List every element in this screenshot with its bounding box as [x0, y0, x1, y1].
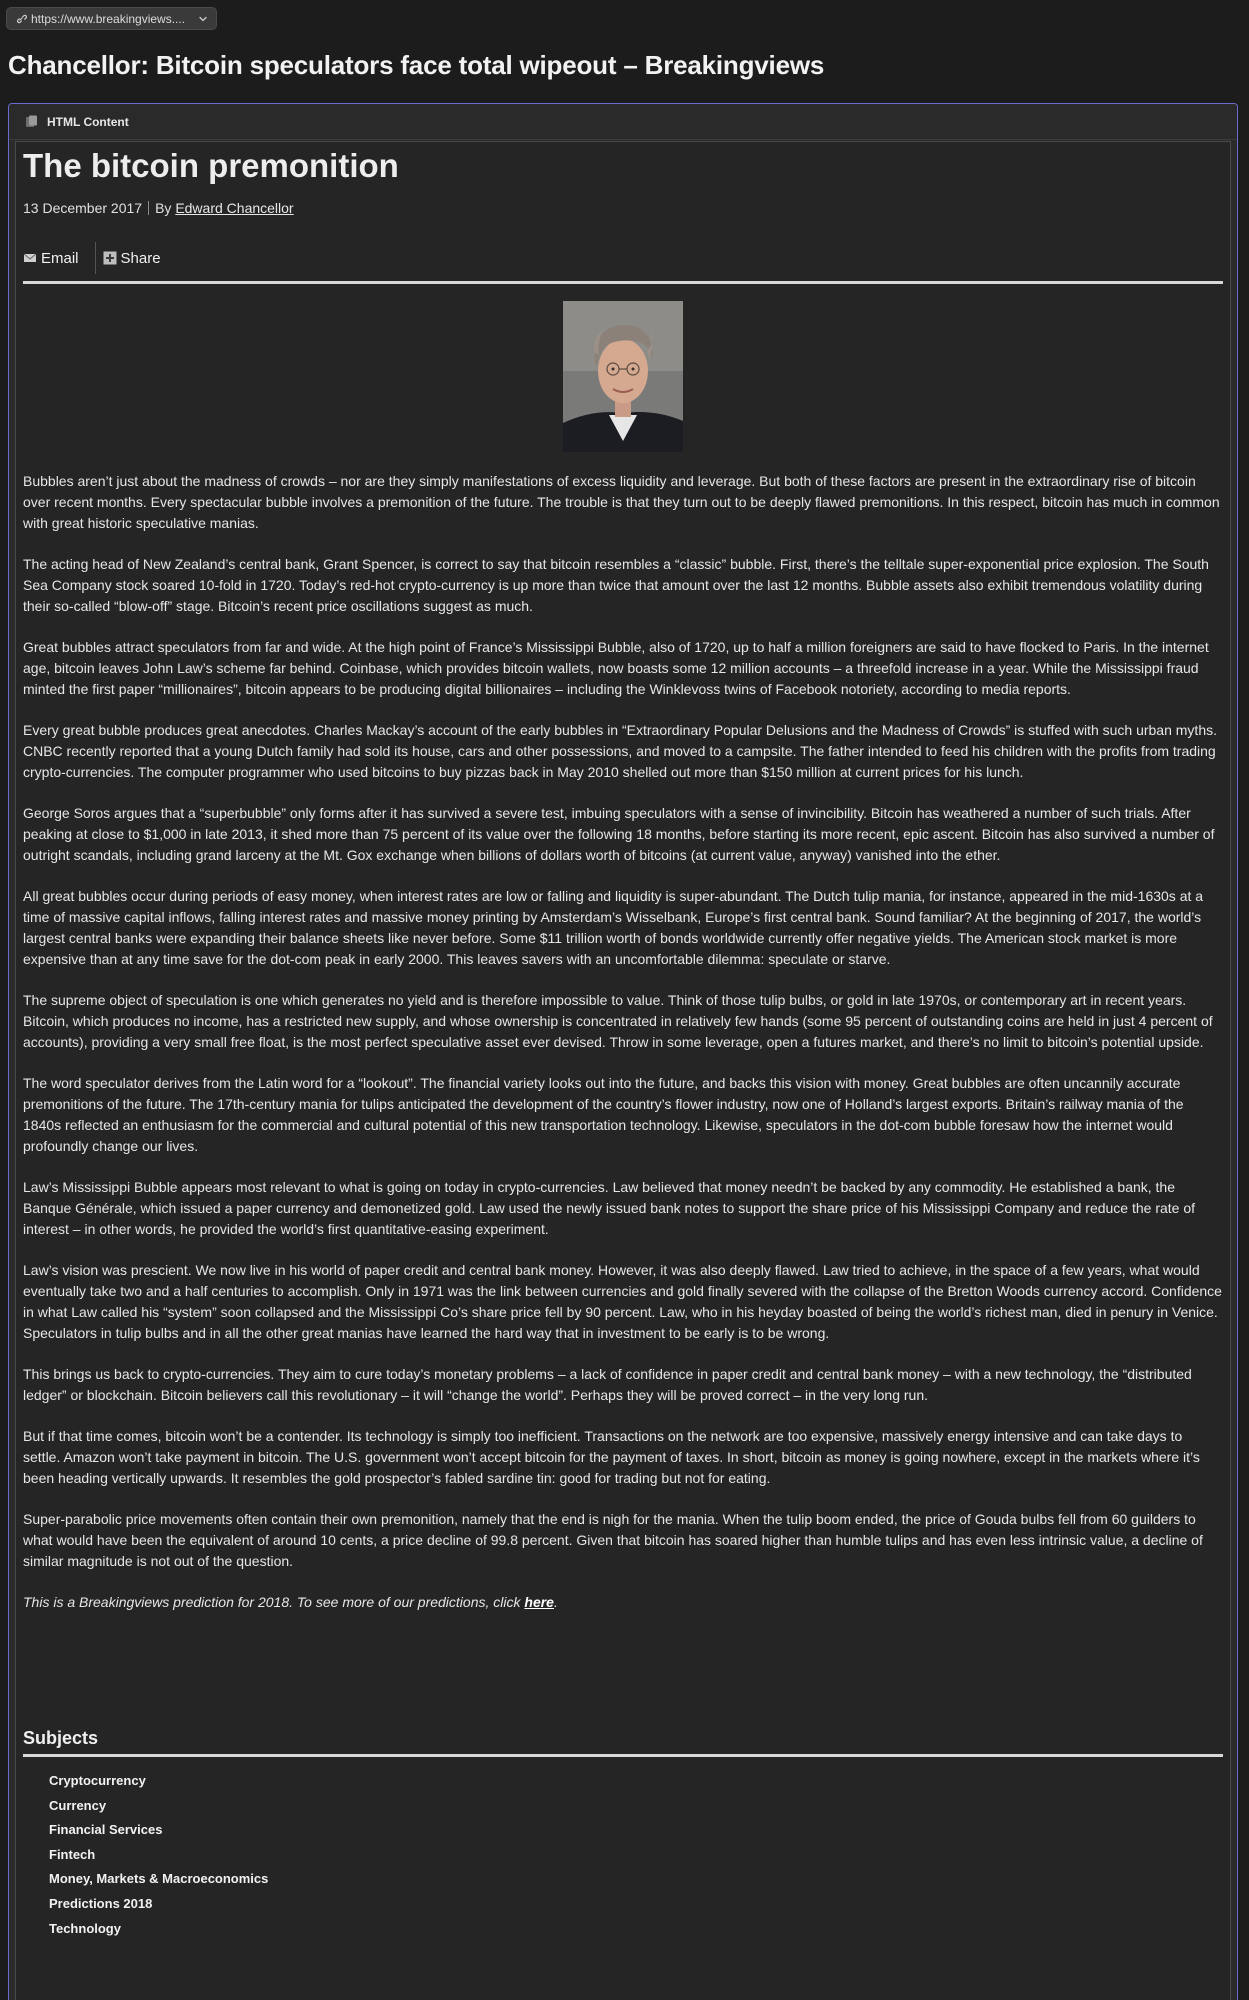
envelope-icon	[23, 251, 37, 265]
subject-link[interactable]: Predictions 2018	[49, 1895, 153, 1911]
share-plus-icon	[103, 251, 117, 265]
article-body	[23, 471, 1223, 1613]
subject-link[interactable]: Financial Services	[49, 1822, 163, 1838]
subjects-divider	[23, 1754, 1223, 1757]
article-headline: The bitcoin premonition	[23, 147, 399, 184]
article-paragraph: Bubbles aren’t just about the madness of crowds – nor are they simply manifestations of excess liquidity and leverage. But both of these factors are present in the extraordinary rise of bitcoin over recent months. Every spectacular bubble involves a premonition of the future. The trouble is that they turn out to be deeply flawed premonitions. In this respect, bitcoin has much in common with great historic speculative manias.	[23, 473, 1220, 531]
panel-header	[9, 104, 1237, 140]
html-content-icon	[25, 115, 38, 128]
article-paragraph: Every great bubble produces great anecdotes. Charles Mackay’s account of the early bubbles in “Extraordinary Popular Delusions and the Madness of Crowds” is stuffed with such urban myths. CNBC recently reported that a young Dutch family had sold its house, cars and other possessions, and moved to a campsite. The father intended to feed his children with the profits from trading crypto-currencies. The computer programmer who used bitcoins to buy pizzas back in May 2010 shelled out more than $150 million at current prices for his lunch.	[23, 722, 1217, 780]
share-label: Share	[120, 249, 161, 267]
link-icon	[15, 13, 27, 25]
byline	[23, 200, 1223, 216]
author-link[interactable]: Edward Chancellor	[175, 200, 294, 216]
subject-link[interactable]: Money, Markets & Macroeconomics	[49, 1871, 269, 1887]
footnote-text: This is a Breakingviews prediction for 2018. To see more of our predictions, click	[23, 1594, 525, 1610]
author-photo	[563, 301, 683, 452]
article-paragraph: George Soros argues that a “superbubble” only forms after it has survived a severe test, imbuing speculators with a sense of invincibility. Bitcoin has weathered a number of such trials. After peaking at close to $1,000 in late 2013, it shed more than 75 percent of its value over the following 18 months, before starting its more recent, epic ascent. Bitcoin has also survived a number of outright scandals, including grand larceny at the Mt. Gox exchange when billions of dollars worth of bitcoins (at current value, anyway) vanished into the ether.	[23, 805, 1215, 863]
page-title: Chancellor: Bitcoin speculators face total wipeout – Breakingviews	[8, 50, 825, 80]
article-date: 13 December 2017	[23, 200, 143, 216]
article-paragraph: All great bubbles occur during periods of easy money, when interest rates are low or falling and liquidity is super-abundant. The Dutch tulip mania, for instance, appeared in the mid-1630s at a time of massive capital inflows, falling interest rates and massive money printing by Amsterdam’s Wisselbank, Europe’s first central bank. Sound familiar? At the beginning of 2017, the world’s largest central banks were expanding their balance sheets like never before. Some $11 trillion worth of bonds worldwide currently offer negative yields. The American stock market is more expensive than at any time save for the dot-com peak in early 2000. This leaves savers with an uncomfortable dilemma: speculate or starve.	[23, 888, 1204, 967]
subjects-list	[23, 1769, 1223, 1941]
subject-link[interactable]: Fintech	[49, 1846, 96, 1862]
article-content	[15, 141, 1231, 2000]
url-text: https://www.breakingviews....	[31, 11, 186, 26]
article-paragraph: This brings us back to crypto-currencies. They aim to cure today’s monetary problems – a lack of confidence in paper credit and central bank money – with a new technology, the “distributed ledger” or blockchain. Bitcoin believers call this revolutionary – it will “change the world”. Perhaps they will be proved correct – in the very long run.	[23, 1366, 1192, 1403]
subject-link[interactable]: Cryptocurrency	[49, 1773, 146, 1788]
email-button[interactable]	[23, 250, 79, 267]
chevron-down-icon[interactable]	[198, 14, 208, 24]
footnote-end: .	[553, 1594, 558, 1610]
prediction-footnote	[23, 1592, 1223, 1613]
article-paragraph: Law’s Mississippi Bubble appears most relevant to what is going on today in crypto-currencies. Law believed that money needn’t be backed by any commodity. He established a bank, the Banque Générale, which issued a paper currency and demonetized gold. Law used the newly issued bank notes to support the share price of his Mississippi Company and reduce the rate of interest – in other words, he provided the world’s first quantitative-easing experiment.	[23, 1179, 1196, 1237]
panel-label: HTML Content	[47, 114, 129, 129]
html-content-panel	[8, 103, 1238, 2000]
article-paragraph: But if that time comes, bitcoin won’t be a contender. Its technology is simply too inefficient. Transactions on the network are too expensive, massively energy intensive and can take days to settle. Amazon won’t take payment in bitcoin. The U.S. government won’t accept bitcoin for the payment of taxes. In short, bitcoin as money is going nowhere, except in the markets where it’s been heading vertically upwards. It resembles the gold prospector’s fabled sardine tin: good for trading but not for eating.	[23, 1428, 1200, 1486]
article-paragraph: The word speculator derives from the Latin word for a “lookout”. The financial variety looks out into the future, and backs this vision with money. Great bubbles are often uncannily accurate premonitions of the future. The 17th-century mania for tulips anticipated the development of the country’s flower industry, now one of Holland’s largest exports. Britain’s railway mania of the 1840s reflected an enthusiasm for the commercial and cultural potential of this new transportation technology. Likewise, speculators in the dot-com bubble foresaw how the internet would profoundly change our lives.	[23, 1075, 1184, 1154]
subject-link[interactable]: Technology	[49, 1920, 121, 1936]
byline-by: By	[155, 200, 172, 216]
article-paragraph: Great bubbles attract speculators from far and wide. At the high point of France’s Mississippi Bubble, also of 1720, up to half a million foreigners are said to have flocked to Paris. In the internet age, bitcoin leaves John Law’s scheme far behind. Coinbase, which provides bitcoin wallets, now boasts some 12 million accounts – a threefold increase in a year. While the Mississippi fraud minted the first paper “millionaires”, bitcoin appears to be producing digital billionaires – including the Winklevoss twins of Facebook notoriety, according to media reports.	[23, 639, 1209, 697]
share-toolbar	[23, 242, 1223, 274]
subjects-heading: Subjects	[23, 1728, 99, 1748]
header-divider	[23, 281, 1223, 284]
article-paragraph: Super-parabolic price movements often contain their own premonition, namely that the end is nigh for the mania. When the tulip boom ended, the price of Gouda bulbs fell from 60 guilders to what would have been the equivalent of around 10 cents, a price decline of 99.8 percent. Given that bitcoin has soared higher than humble tulips and has even less intrinsic value, a decline of similar magnitude is not out of the question.	[23, 1511, 1203, 1569]
article-paragraph: Law’s vision was prescient. We now live in his world of paper credit and central bank money. However, it was also deeply flawed. Law tried to achieve, in the space of a few years, what would eventually take two and a half centuries to accomplish. Only in 1971 was the link between currencies and gold finally severed with the collapse of the Bretton Woods currency accord. Confidence in what Law called his “system” soon collapsed and the Mississippi Co’s share price fell by 90 percent. Law, who in his heyday boasted of being the world’s richest man, died in penury in Venice. Speculators in tulip bulbs and in all the other great manias have learned the hard way that in investment to be early is to be wrong.	[23, 1262, 1222, 1341]
share-divider	[95, 242, 96, 274]
article-paragraph: The acting head of New Zealand’s central bank, Grant Spencer, is correct to say that bitcoin resembles a “classic” bubble. First, there’s the telltale super-exponential price explosion. The South Sea Company stock soared 10-fold in 1720. Today’s red-hot crypto-currency is up more than twice that amount over the last 12 months. Bubble assets also exhibit tremendous volatility during their so-called “blow-off” stage. Bitcoin’s recent price oscillations suggest as much.	[23, 556, 1209, 614]
share-button[interactable]	[103, 250, 161, 267]
subject-link[interactable]: Currency	[49, 1797, 107, 1813]
email-label: Email	[41, 249, 79, 267]
article-paragraph: The supreme object of speculation is one which generates no yield and is therefore impossible to value. Think of those tulip bulbs, or gold in late 1970s, or contemporary art in recent years. Bitcoin, which produces no income, has a restricted new supply, and whose ownership is concentrated in relatively few hands (some 95 percent of outstanding coins are held in just 4 percent of accounts), providing a very small free float, is the most perfect speculative asset ever devised. Throw in some leverage, open a futures market, and there’s no limit to bitcoin’s potential upside.	[23, 992, 1213, 1050]
predictions-link[interactable]: here	[524, 1594, 554, 1610]
url-bar[interactable]	[6, 7, 217, 30]
byline-divider	[148, 201, 149, 215]
